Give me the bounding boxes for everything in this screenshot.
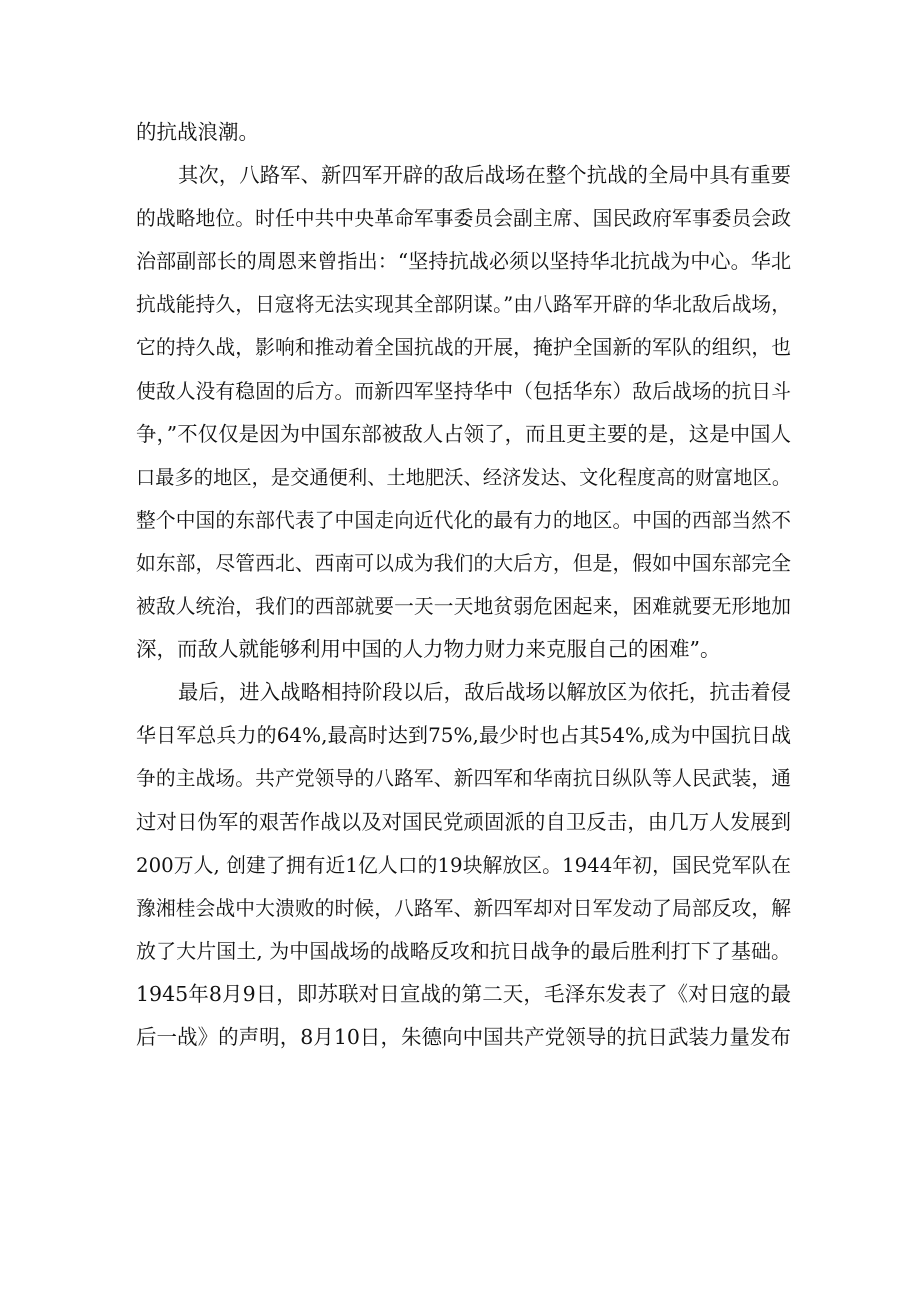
body-text (136, 111, 791, 1059)
text-line: 抗战能持久，日寇将无法实现其全部阴谋。”由八路军开辟的华北敌后战场， (136, 293, 791, 317)
text-line: 的战略地位。时任中共中央革命军事委员会副主席、国民政府军事委员会政 (136, 207, 791, 231)
text-line: 整个中国的东部代表了中国走向近代化的最有力的地区。中国的西部当然不 (136, 508, 791, 532)
text-line: 争，”不仅仅是因为中国东部被敌人占领了，而且更主要的是，这是中国人 (136, 421, 791, 446)
text-line: 被敌人统治，我们的西部就要一天一天地贫弱危困起来，困难就要无形地加 (136, 595, 791, 619)
text-line: 治部副部长的周恩来曾指出：“坚持抗战必须以坚持华北抗战为中心。华北 (136, 249, 791, 274)
text-line: 深，而敌人就能够利用中国的人力物力财力来克服自己的困难”。 (136, 637, 721, 662)
text-line: 200万人, 创建了拥有近1亿人口的19块解放区。1944年初，国民党军队在 (136, 853, 791, 877)
text-line: 如东部，尽管西北、西南可以成为我们的大后方，但是，假如中国东部完全 (136, 551, 791, 575)
text-line: 后一战》的声明，8月10日，朱德向中国共产党领导的抗日武装力量发布 (136, 1024, 791, 1049)
text-line: 过对日伪军的艰苦作战以及对国民党顽固派的自卫反击，由几万人发展到 (136, 809, 791, 834)
text-line: 的抗战浪潮。 (136, 120, 259, 144)
text-line: 其次，八路军、新四军开辟的敌后战场在整个抗战的全局中具有重要 (178, 163, 791, 188)
text-line: 争的主战场。共产党领导的八路军、新四军和华南抗日纵队等人民武装，通 (136, 767, 791, 791)
text-line: 豫湘桂会战中大溃败的时候，八路军、新四军却对日军发动了局部反攻，解 (136, 896, 791, 920)
text-line: 放了大片国土, 为中国战场的战略反攻和抗日战争的最后胜利打下了基础。 (136, 938, 791, 963)
text-line: 使敌人没有稳固的后方。而新四军坚持华中（包括华东）敌后战场的抗日斗 (136, 379, 791, 403)
text-line: 最后，进入战略相持阶段以后，敌后战场以解放区为依托，抗击着侵 (178, 680, 791, 705)
text-line: 它的持久战，影响和推动着全国抗战的开展，掩护全国新的军队的组织，也 (136, 336, 791, 360)
text-line: 华日军总兵力的64%,最高时达到75%,最少时也占其54%,成为中国抗日战 (136, 723, 791, 748)
text-line: 口最多的地区，是交通便利、土地肥沃、经济发达、文化程度高的财富地区。 (136, 465, 791, 489)
text-line: 1945年8月9日，即苏联对日宣战的第二天，毛泽东发表了《对日寇的最 (136, 981, 791, 1006)
